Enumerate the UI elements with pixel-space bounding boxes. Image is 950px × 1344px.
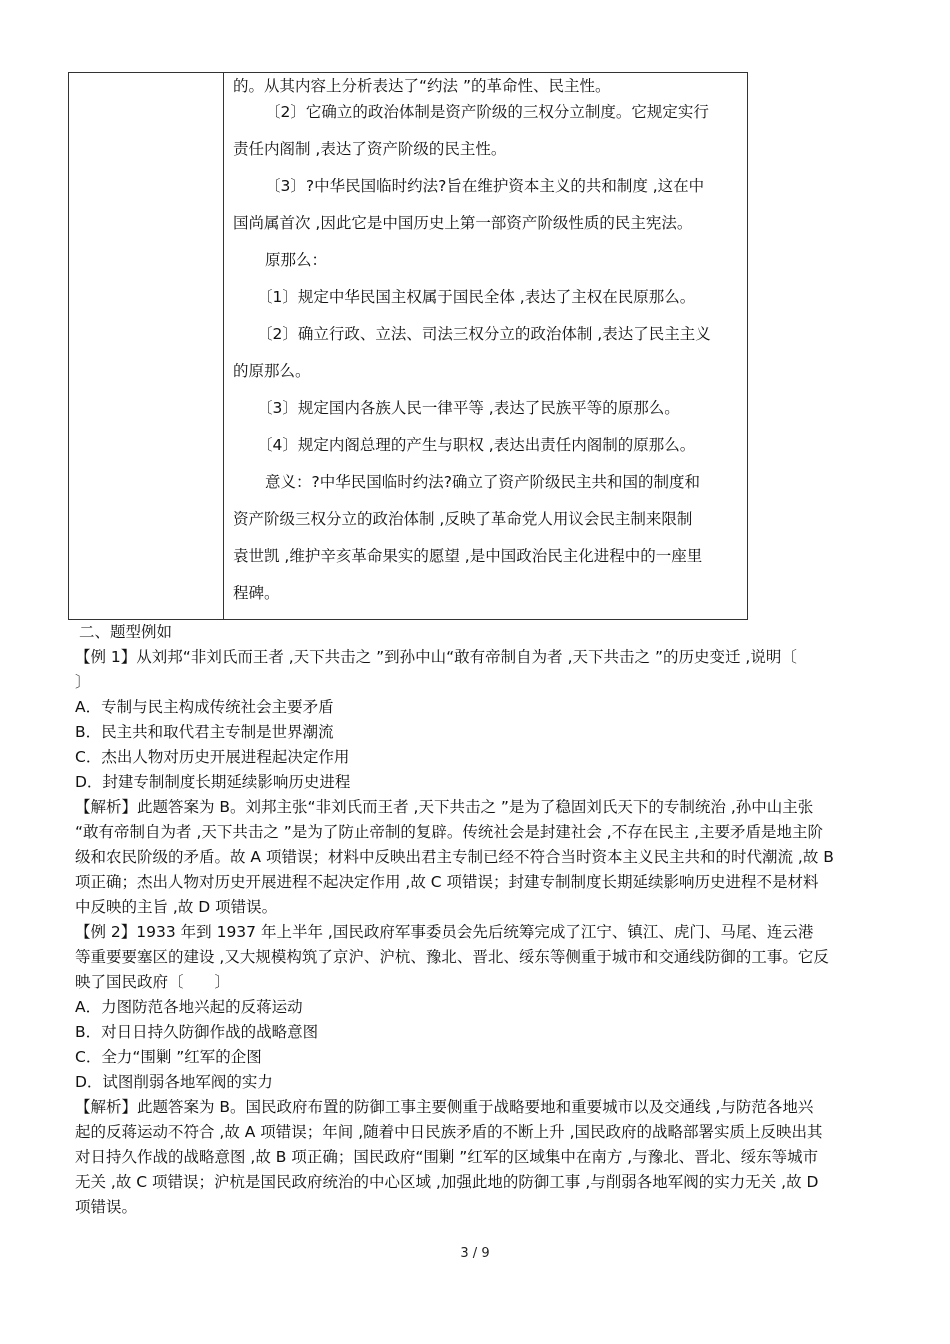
table-content-cell xyxy=(233,73,737,617)
table-line: 原那么： xyxy=(265,251,328,269)
table-line: 〔4〕规定内阁总理的产生与职权 ,表达出责任内阁制的原那么。 xyxy=(257,436,696,454)
example-1-question-cont: 〕 xyxy=(75,673,91,691)
example-2-question: 【例 2】1933 年到 1937 年上半年 ,国民政府军事委员会先后统筹完成了江宁、镇江、虎门、马尾、连云港 xyxy=(75,923,814,941)
table-line: 〔2〕它确立的政治体制是资产阶级的三权分立制度。它规定实行 xyxy=(265,103,709,121)
example-2-analysis: 项错误。 xyxy=(75,1198,138,1216)
table-column-divider xyxy=(223,73,224,619)
example-2-option-d: D．试图削弱各地军阀的实力 xyxy=(75,1073,273,1091)
content-table xyxy=(68,72,748,620)
example-1-analysis: 级和农民阶级的矛盾。故 A 项错误；材料中反映出君主专制已经不符合当时资本主义民主共和的时代潮流 ,故 B xyxy=(75,848,834,866)
example-2-question: 映了国民政府〔 〕 xyxy=(75,973,231,991)
table-line: 的原那么。 xyxy=(233,362,311,380)
example-2-analysis: 【解析】此题答案为 B。国民政府布置的防御工事主要侧重于战略要地和重要城市以及交通线 ,与防范各地兴 xyxy=(75,1098,814,1116)
example-2-analysis: 无关 ,故 C 项错误；沪杭是国民政府统治的中心区域 ,加强此地的防御工事 ,与削弱各地军阀的实力无关 ,故 D xyxy=(75,1173,819,1191)
table-line: 〔3〕?中华民国临时约法?旨在维护资本主义的共和制度 ,这在中 xyxy=(265,177,705,195)
example-2-analysis: 起的反蒋运动不符合 ,故 A 项错误；年间 ,随着中日民族矛盾的不断上升 ,国民政府的战略部署实质上反映出其 xyxy=(75,1123,823,1141)
section-heading: 二、题型例如 xyxy=(79,623,173,641)
example-1-option-b: B．民主共和取代君主专制是世界潮流 xyxy=(75,723,334,741)
example-1-question: 【例 1】从刘邦“非刘氏而王者 ,天下共击之 ”到孙中山“敢有帝制自为者 ,天下共击之 ”的历史变迁 ,说明〔 xyxy=(75,648,797,666)
example-2-question: 等重要要塞区的建设 ,又大规模构筑了京沪、沪杭、豫北、晋北、绥东等侧重于城市和交通线防御的工事。它反 xyxy=(75,948,829,966)
example-1-analysis: 【解析】此题答案为 B。刘邦主张“非刘氏而王者 ,天下共击之 ”是为了稳固刘氏天下的专制统治 ,孙中山主张 xyxy=(75,798,814,816)
table-line: 〔3〕规定国内各族人民一律平等 ,表达了民族平等的原那么。 xyxy=(257,399,680,417)
example-2-option-a: A．力图防范各地兴起的反蒋运动 xyxy=(75,998,303,1016)
example-1-analysis: 中反映的主旨 ,故 D 项错误。 xyxy=(75,898,278,916)
table-line: 资产阶级三权分立的政治体制 ,反映了革命党人用议会民主制来限制 xyxy=(233,510,693,528)
example-1-option-d: D．封建专制制度长期延续影响历史进程 xyxy=(75,773,351,791)
table-line: 国尚属首次 ,因此它是中国历史上第一部资产阶级性质的民主宪法。 xyxy=(233,214,693,232)
table-line: 袁世凯 ,维护辛亥革命果实的愿望 ,是中国政治民主化进程中的一座里 xyxy=(233,547,703,565)
example-1-analysis: 项正确；杰出人物对历史开展进程不起决定作用 ,故 C 项错误；封建专制制度长期延续影响历史进程不是材料 xyxy=(75,873,819,891)
example-1-option-a: A．专制与民主构成传统社会主要矛盾 xyxy=(75,698,334,716)
example-2-option-c: C．全力“围剿 ”红军的企图 xyxy=(75,1048,262,1066)
example-2-option-b: B．对日日持久防御作战的战略意图 xyxy=(75,1023,319,1041)
table-line: 〔2〕确立行政、立法、司法三权分立的政治体制 ,表达了民主主义 xyxy=(257,325,711,343)
example-2-analysis: 对日持久作战的战略意图 ,故 B 项正确；国民政府“围剿 ”红军的区域集中在南方 ,与豫北、晋北、绥东等城市 xyxy=(75,1148,819,1166)
page-number: 3 / 9 xyxy=(460,1246,490,1261)
table-line: 〔1〕规定中华民国主权属于国民全体 ,表达了主权在民原那么。 xyxy=(257,288,696,306)
table-line: 程碑。 xyxy=(233,584,280,602)
table-line: 意义：?中华民国临时约法?确立了资产阶级民主共和国的制度和 xyxy=(265,473,700,491)
example-1-option-c: C．杰出人物对历史开展进程起决定作用 xyxy=(75,748,350,766)
document-body xyxy=(75,620,895,1220)
example-1-analysis: “敢有帝制自为者 ,天下共击之 ”是为了防止帝制的复辟。传统社会是封建社会 ,不存在民主 ,主要矛盾是地主阶 xyxy=(75,823,824,841)
table-line: 的。从其内容上分析表达了“约法 ”的革命性、民主性。 xyxy=(233,77,611,95)
table-line: 责任内阁制 ,表达了资产阶级的民主性。 xyxy=(233,140,507,158)
